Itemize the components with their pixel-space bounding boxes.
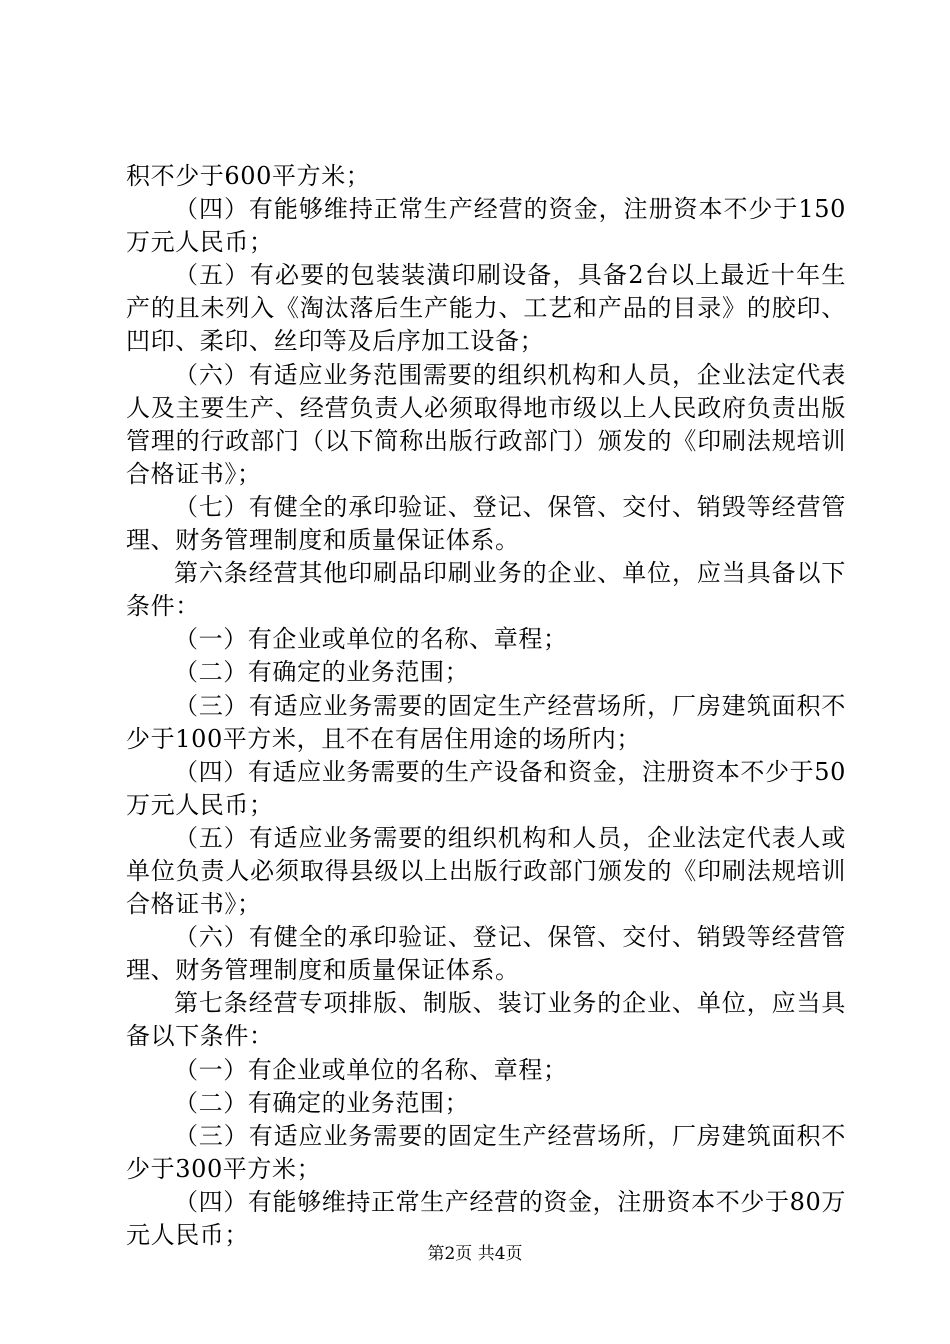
paragraph-17: （四）有能够维持正常生产经营的资金，注册资本不少于80万元人民币； <box>126 1187 846 1249</box>
paragraph-14: （一）有企业或单位的名称、章程； <box>174 1055 568 1084</box>
page-number-footer: 第2页 共4页 <box>427 1244 523 1264</box>
paragraph-8: （二）有确定的业务范围； <box>174 658 470 687</box>
paragraph-9: （三）有适应业务需要的固定生产经营场所，厂房建筑面积不少于100平方米，且不在有居住用途的场所内； <box>126 691 846 753</box>
paragraph-12: （六）有健全的承印验证、登记、保管、交付、销毁等经营管理、财务管理制度和质量保证体系。 <box>126 923 846 985</box>
paragraph-3: （五）有必要的包装装潢印刷设备，具备2台以上最近十年生产的且未列入《淘汰落后生产能力、工艺和产品的目录》的胶印、凹印、柔印、丝印等及后序加工设备； <box>126 261 846 356</box>
paragraph-10: （四）有适应业务需要的生产设备和资金，注册资本不少于50万元人民币； <box>126 757 846 819</box>
paragraph-13: 第七条经营专项排版、制版、装订业务的企业、单位，应当具备以下条件： <box>126 989 846 1051</box>
paragraph-4: （六）有适应业务范围需要的组织机构和人员，企业法定代表人及主要生产、经营负责人必须取得地市级以上人民政府负责出版管理的行政部门（以下简称出版行政部门）颁发的《印刷法规培训合格证书》； <box>126 360 846 488</box>
paragraph-2: （四）有能够维持正常生产经营的资金，注册资本不少于150万元人民币； <box>126 195 846 257</box>
paragraph-16: （三）有适应业务需要的固定生产经营场所，厂房建筑面积不少于300平方米； <box>126 1121 846 1183</box>
paragraph-5: （七）有健全的承印验证、登记、保管、交付、销毁等经营管理、财务管理制度和质量保证体系。 <box>126 492 846 555</box>
document-body <box>126 160 846 1252</box>
paragraph-11: （五）有适应业务需要的组织机构和人员，企业法定代表人或单位负责人必须取得县级以上出版行政部门颁发的《印刷法规培训合格证书》； <box>126 823 846 919</box>
paragraph-15: （二）有确定的业务范围； <box>174 1088 470 1117</box>
paragraph-7: （一）有企业或单位的名称、章程； <box>174 625 568 654</box>
paragraph-6: 第六条经营其他印刷品印刷业务的企业、单位，应当具备以下条件： <box>126 559 846 621</box>
paragraph-1: 积不少于600平方米； <box>126 162 371 190</box>
